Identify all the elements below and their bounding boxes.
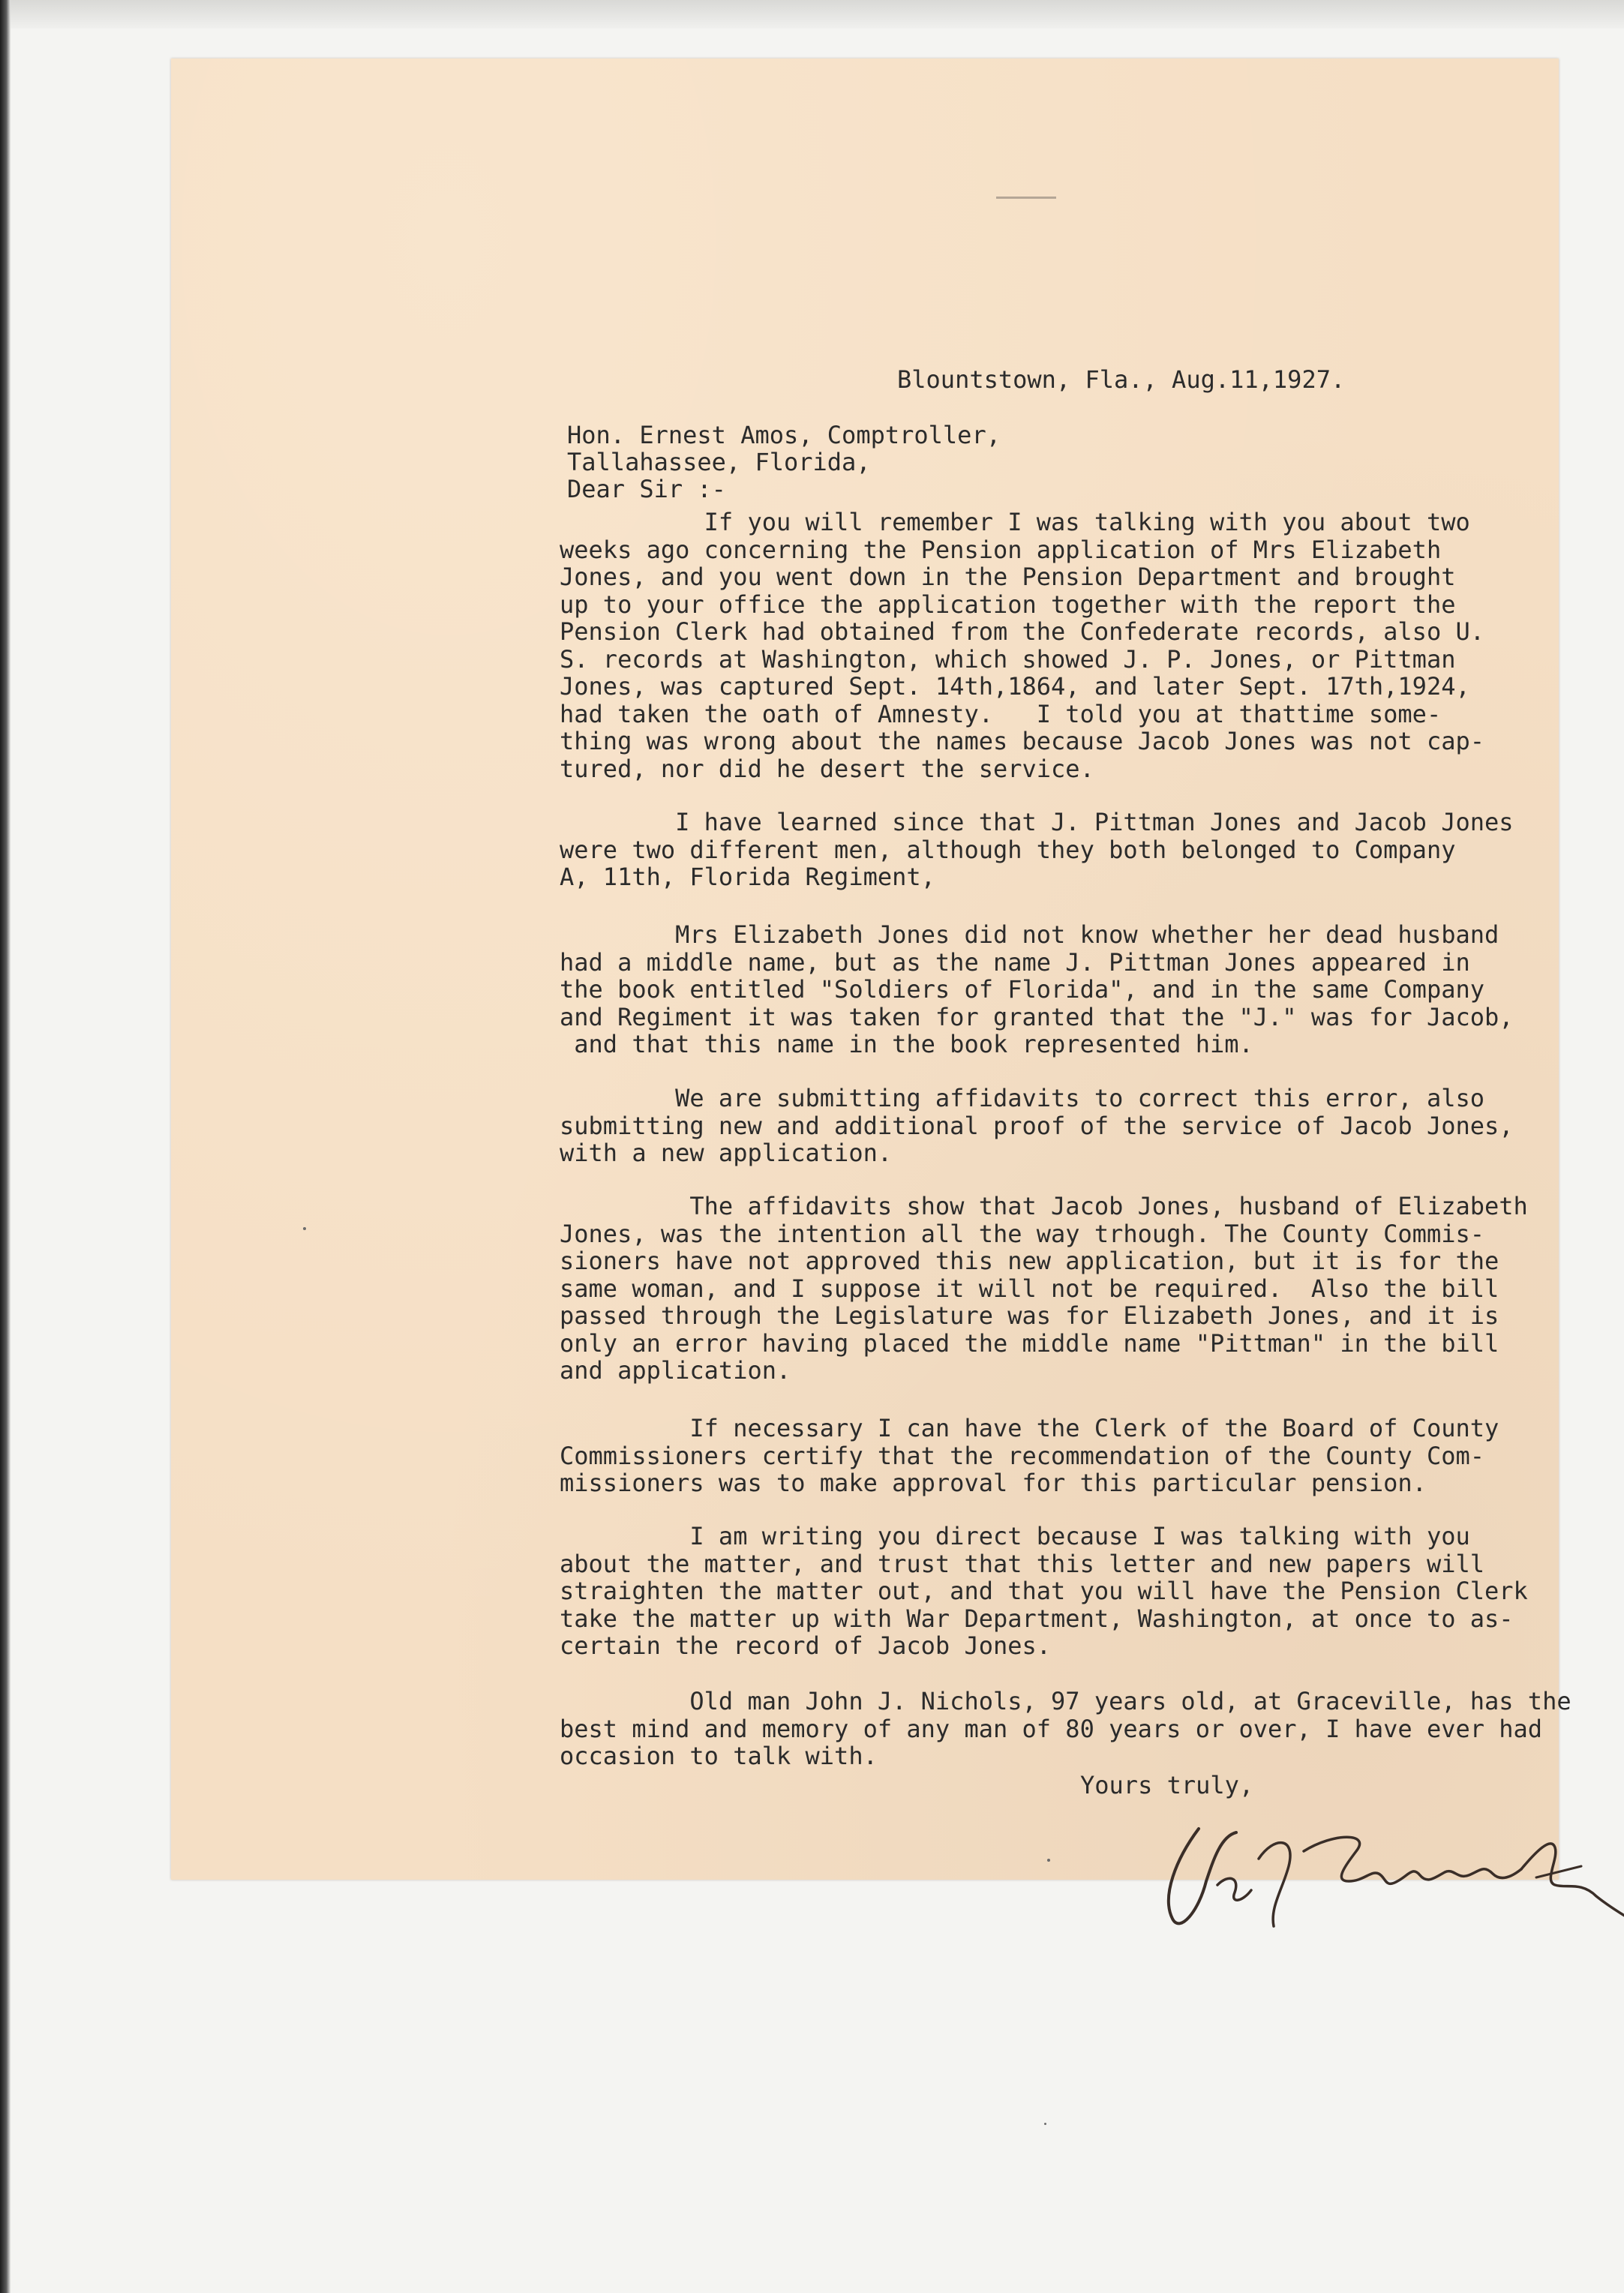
dateline: Blountstown, Fla., Aug.11,1927. <box>897 365 1346 394</box>
body-line: missioners was to make approval for this particular pension. <box>560 1469 1427 1497</box>
body-line: I am writing you direct because I was talking with you <box>560 1522 1470 1550</box>
scanner-top-edge <box>0 0 1624 29</box>
body-line: submitting new and additional proof of the service of Jacob Jones, <box>560 1111 1514 1140</box>
body-line: only an error having placed the middle name "Pittman" in the bill <box>560 1328 1499 1358</box>
body-line: Jones, was captured Sept. 14th,1864, and later Sept. 17th,1924, <box>560 672 1470 701</box>
addressee-line-2: Tallahassee, Florida, <box>567 448 871 476</box>
salutation: Dear Sir :- <box>567 475 726 503</box>
body-line: The affidavits show that Jacob Jones, husband of Elizabeth <box>560 1192 1528 1220</box>
body-line: I have learned since that J. Pittman Jones and Jacob Jones <box>560 808 1514 836</box>
body-line: with a new application. <box>560 1139 893 1167</box>
body-line: S. records at Washington, which showed J. P. Jones, or Pittman <box>560 644 1456 674</box>
body-line: Jones, was the intention all the way trhough. The County Commis- <box>560 1219 1484 1248</box>
body-line: had a middle name, but as the name J. Pittman Jones appeared in <box>560 947 1470 977</box>
body-line: sioners have not approved this new application, but it is for the <box>560 1247 1499 1275</box>
body-line: Jones, and you went down in the Pension Department and brought <box>560 563 1456 591</box>
closing: Yours truly, <box>1080 1771 1254 1799</box>
body-line: passed through the Legislature was for Elizabeth Jones, and it is <box>560 1301 1499 1330</box>
body-line: straighten the matter out, and that you will have the Pension Clerk <box>560 1577 1528 1605</box>
body-line: We are submitting affidavits to correct this error, also <box>560 1084 1484 1112</box>
body-line: were two different men, although they both belonged to Company <box>560 835 1456 864</box>
body-line: and application. <box>560 1356 791 1385</box>
body-line: the book entitled "Soldiers of Florida", and in the same Company <box>560 975 1484 1004</box>
body-line: about the matter, and trust that this letter and new papers will <box>560 1549 1484 1578</box>
body-line: up to your office the application together with the report the <box>560 590 1456 619</box>
scanner-left-edge <box>0 0 11 2293</box>
body-line: same woman, and I suppose it will not be required. Also the bill <box>560 1274 1499 1303</box>
body-line: Old man John J. Nichols, 97 years old, at Graceville, has the <box>560 1687 1571 1715</box>
body-line: tured, nor did he desert the service. <box>560 754 1094 783</box>
letter-page <box>171 59 1571 1880</box>
body-line: Pension Clerk had obtained from the Confederate records, also U. <box>560 617 1484 646</box>
body-line: Mrs Elizabeth Jones did not know whether her dead husband <box>560 920 1499 949</box>
body-line: If you will remember I was talking with you about two <box>560 508 1470 536</box>
paper-speck <box>1044 2123 1046 2125</box>
body-line: Commissioners certify that the recommendation of the County Com- <box>560 1441 1484 1470</box>
body-line: take the matter up with War Department, Washington, at once to as- <box>560 1604 1514 1633</box>
body-line: certain the record of Jacob Jones. <box>560 1631 1052 1660</box>
addressee-line-1: Hon. Ernest Amos, Comptroller, <box>567 421 1001 449</box>
body-line: and Regiment it was taken for granted that the "J." was for Jacob, <box>560 1002 1514 1031</box>
paper-speck <box>303 1227 306 1230</box>
body-line: best mind and memory of any man of 80 years or over, I have ever had <box>560 1714 1543 1743</box>
body-line: had taken the oath of Amnesty. I told you at thattime some- <box>560 699 1442 728</box>
body-line: and that this name in the book represented him. <box>560 1030 1253 1058</box>
paper-speck <box>1047 1859 1050 1862</box>
paper-mark <box>996 197 1056 199</box>
signature-image <box>1146 1806 1624 1949</box>
body-line: If necessary I can have the Clerk of the Board of County <box>560 1414 1499 1442</box>
body-line: A, 11th, Florida Regiment, <box>560 863 935 891</box>
body-line: weeks ago concerning the Pension application of Mrs Elizabeth <box>560 535 1442 564</box>
body-line: occasion to talk with. <box>560 1742 878 1770</box>
body-line: thing was wrong about the names because Jacob Jones was not cap- <box>560 727 1484 755</box>
